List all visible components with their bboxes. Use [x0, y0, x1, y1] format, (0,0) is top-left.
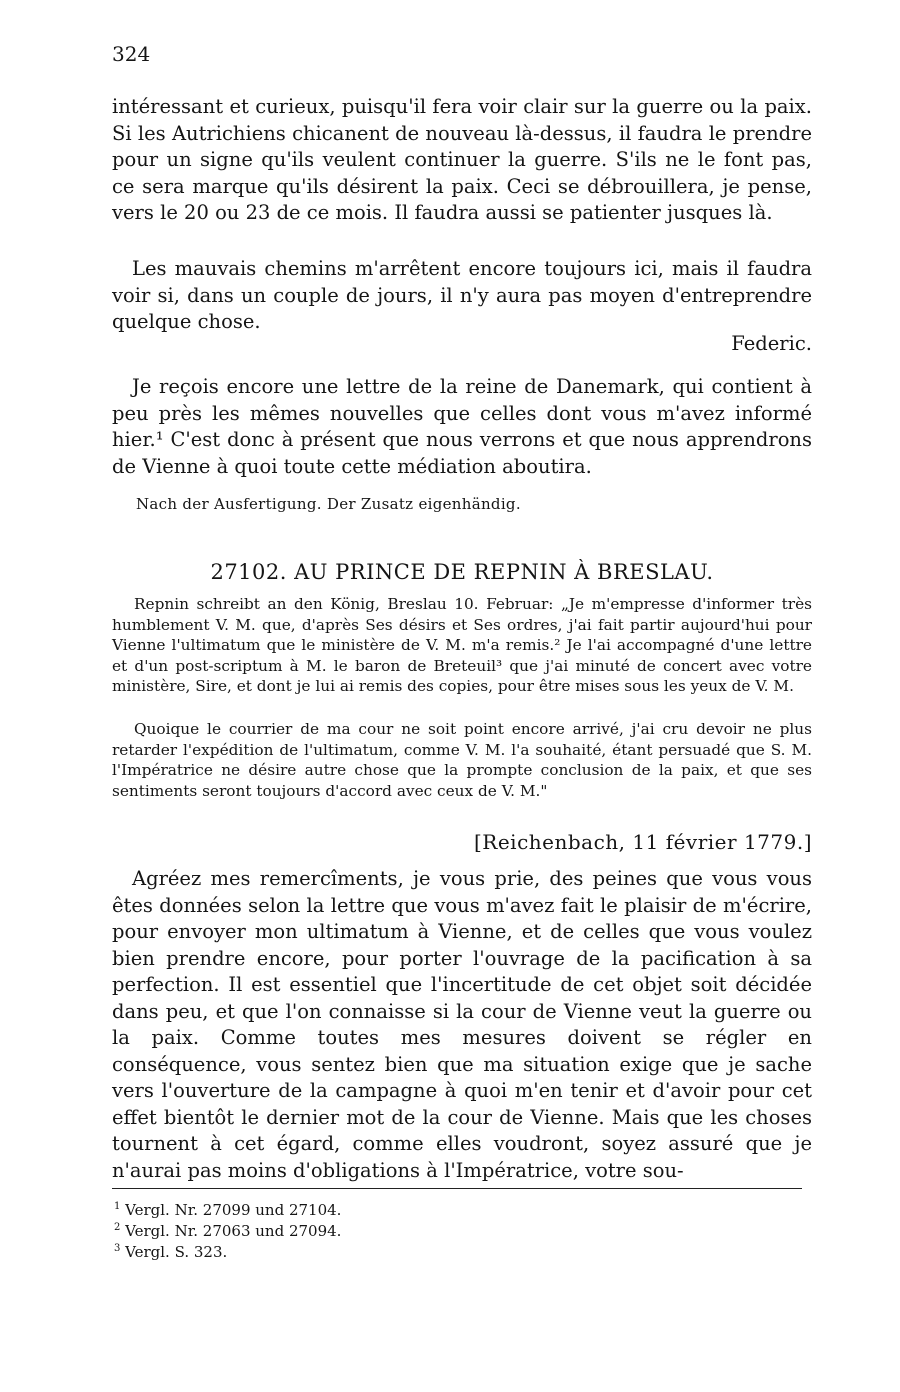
footnote-1: [114, 1201, 341, 1219]
paragraph-roads: Les mauvais chemins m'arrêtent encore toujours ici, mais il faudra voir si, dans un couple de jours, il n'y aura pas moyen d'entreprendre quelque chose.: [112, 257, 812, 333]
editorial-note-2: Quoique le courrier de ma cour ne soit point encore arrivé, j'ai cru devoir ne plus retarder l'expédition de l'ultimatum, comme V. M. l'a souhaité, étant persuadé que S. M. l'Impératrice ne désire autre chose que la prompte conclusion de la paix, et que ses sentiments seront toujours d'accord avec ceux de V. M.": [112, 720, 812, 800]
letter-heading: 27102. AU PRINCE DE REPNIN À BRESLAU.: [210, 560, 714, 584]
source-note: Nach der Ausfertigung. Der Zusatz eigenhändig.: [136, 495, 521, 513]
signature: Federic.: [731, 332, 812, 355]
footnote-mark: 3: [114, 1243, 121, 1254]
footnote-mark: 1: [114, 1201, 121, 1212]
footnote-2: [114, 1222, 341, 1240]
letter-body: Agréez mes remercîments, je vous prie, des peines que vous vous êtes données selon la lettre que vous m'avez fait le plaisir de m'écrire, pour envoyer mon ultimatum à Vienne, et de celles que vous voulez bien prendre encore, pour porter l'ouvrage de la pacification à sa perfection. Il est essentiel que l'incertitude de cet objet soit décidée dans peu, et que l'on connaisse si la cour de Vienne veut la guerre ou la paix. Comme toutes mes mesures doivent se régler en conséquence, vous sentez bien que ma situation exige que je sache vers l'ouverture de la campagne à quoi m'en tenir et d'avoir pour cet effet bientôt le dernier mot de la cour de Vienne. Mais que les choses tournent à cet égard, comme elles voudront, soyez assuré que je n'aurai pas moins d'obligations à l'Impératrice, votre sou-: [112, 867, 812, 1182]
letter-date: [Reichenbach, 11 février 1779.]: [473, 830, 812, 854]
footnote-mark: 2: [114, 1222, 121, 1233]
page-number: 324: [112, 42, 151, 66]
paragraph-continuation: intéressant et curieux, puisqu'il fera voir clair sur la guerre ou la paix. Si les Autrichiens chicanent de nouveau là-dessus, il faudra le prendre pour un signe qu'ils veulent continuer la guerre. S'ils ne le font pas, ce sera marque qu'ils désirent la paix. Ceci se débrouillera, je pense, vers le 20 ou 23 de ce mois. Il faudra aussi se patienter jusques là.: [112, 95, 812, 224]
editorial-note-1: Repnin schreibt an den König, Breslau 10. Februar: „Je m'empresse d'informer très humblement V. M. que, d'après Ses désirs et Ses ordres, j'ai fait partir aujourd'hui pour Vienne l'ultimatum que le ministère de V. M. m'a remis.² Je l'ai accompagné d'une lettre et d'un post-scriptum à M. le baron de Breteuil³ que j'ai minuté de concert avec votre ministère, Sire, et dont je lui ai remis des copies, pour être mises sous les yeux de V. M.: [112, 595, 812, 695]
footnote-text: Vergl. Nr. 27099 und 27104.: [125, 1201, 342, 1219]
footnote-text: Vergl. Nr. 27063 und 27094.: [125, 1222, 342, 1240]
footnote-divider: [112, 1188, 802, 1189]
paragraph-postscript: Je reçois encore une lettre de la reine de Danemark, qui contient à peu près les mêmes nouvelles que celles dont vous m'avez informé hier.¹ C'est donc à présent que nous verrons et que nous apprendrons de Vienne à quoi toute cette médiation aboutira.: [112, 375, 812, 478]
footnote-3: [114, 1243, 227, 1261]
footnote-text: Vergl. S. 323.: [125, 1243, 228, 1261]
